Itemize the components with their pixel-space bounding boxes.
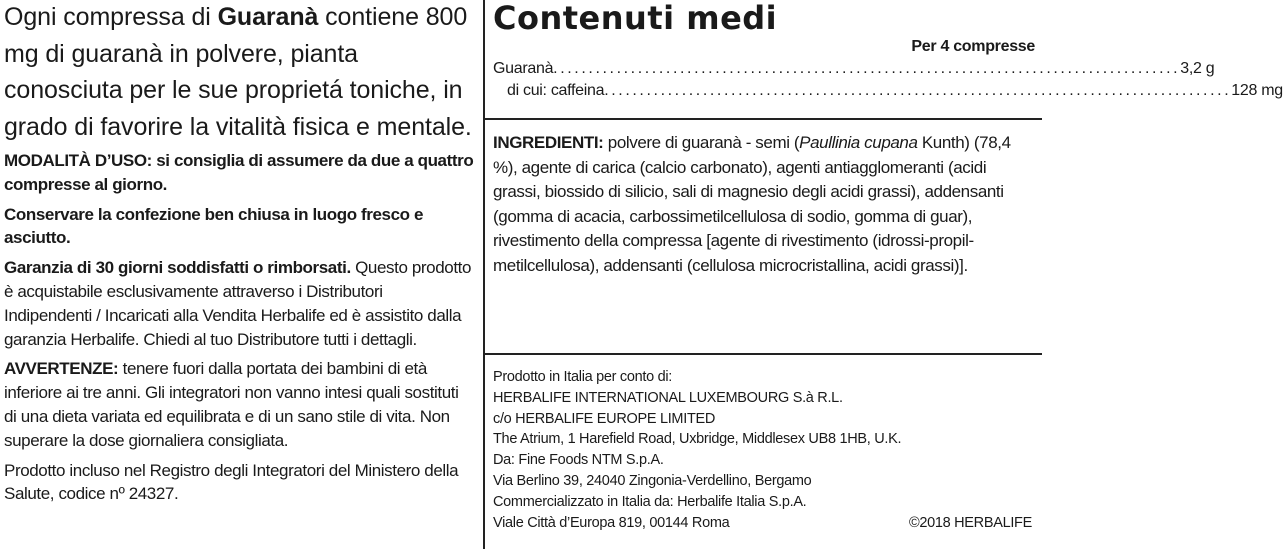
usage-text xyxy=(4,149,474,197)
ingredients-species: Paullinia cupana xyxy=(799,133,918,152)
ingredients-body-2: Kunth) (78,4 %), agente di carica (calcio carbonato), agenti antiagglomeranti (acidi grassi, biossido di silicio, sali di magnesio degli acidi grassi), addensanti (gomma di acacia, carbossimetilcellulosa di sodio, gomma di guar), rivestimento della compressa [agente di rivestimento (idrossi-propil-metilcellulosa), addensanti (cellulosa microcristallina, acidi grassi)]. xyxy=(493,133,1011,275)
storage-bold: Conservare la confezione ben chiusa in luogo fresco e asciutto. xyxy=(4,204,424,248)
section-divider-2 xyxy=(485,353,1042,355)
nutrition-row-guarana xyxy=(493,58,1215,80)
intro-text xyxy=(4,0,474,145)
guarantee-bold: Garanzia di 30 giorni soddisfatti o rimborsati. xyxy=(4,258,351,278)
address-last-row xyxy=(493,513,1038,534)
address-line: Prodotto in Italia per conto di: xyxy=(493,369,673,385)
address-line: HERBALIFE INTERNATIONAL LUXEMBOURG S.à R.L. xyxy=(493,389,843,406)
address-line: Commercializzato in Italia da: Herbalife Italia S.p.A. xyxy=(493,493,807,510)
warning-text xyxy=(4,357,474,452)
address-block xyxy=(493,367,1038,533)
warning-bold: AVVERTENZE: xyxy=(4,359,119,379)
nutrition-row-label: Guaranà xyxy=(493,60,554,77)
product-name: Guaranà xyxy=(217,3,319,31)
nutrition-row-value: 3,2 g xyxy=(1180,60,1215,77)
leader-dots: ......................................................................................... xyxy=(553,60,1181,77)
address-line: The Atrium, 1 Harefield Road, Uxbridge, Middlesex UB8 1HB, U.K. xyxy=(493,431,902,448)
ingredients-label: INGREDIENTI: xyxy=(493,133,604,152)
intro-part2: contiene 800 mg di guaranà in polvere, pianta conosciuta per le sue proprietá toniche, in grado di favorire la vitalità fisica e mentale. xyxy=(4,3,472,141)
nutrition-row-value: 128 mg xyxy=(1231,82,1283,99)
nutrition-row-caffeine xyxy=(493,80,1283,102)
vertical-divider xyxy=(483,0,485,549)
section-divider-1 xyxy=(485,118,1042,120)
right-column xyxy=(493,0,1283,549)
address-line: c/o HERBALIFE EUROPE LIMITED xyxy=(493,410,716,427)
address-line: Da: Fine Foods NTM S.p.A. xyxy=(493,452,664,469)
nutrition-title: Contenuti medi xyxy=(493,0,778,37)
guarantee-text xyxy=(4,256,474,351)
nutrition-row-label: di cui: caffeina xyxy=(507,82,605,99)
usage-bold: MODALITÀ D’USO: si consiglia di assumere da due a quattro compresse al giorno. xyxy=(4,151,474,194)
copyright: ©2018 HERBALIFE xyxy=(908,514,1032,531)
storage-text xyxy=(4,203,474,251)
nutrition-per-header: Per 4 compresse xyxy=(911,38,1035,55)
warning-body: tenere fuori dalla portata dei bambini di età inferiore ai tre anni. Gli integratori non vanno intesi quali sostituti di una dieta variata ed equilibrata e di un sano stile di vita. Non superare la dose giornaliera consigliata. xyxy=(4,359,459,450)
address-line: Viale Città d’Europa 819, 00144 Roma xyxy=(493,514,730,531)
intro-part1: Ogni compressa di xyxy=(4,3,218,31)
ingredients-text xyxy=(493,131,1033,279)
ingredients-body-1: polvere di guaranà - semi ( xyxy=(603,133,800,152)
left-column xyxy=(4,0,474,549)
guarantee-body: Questo prodotto è acquistabile esclusivamente attraverso i Distributori Indipendenti / Incaricati alla Vendita Herbalife ed è assistito dalla garanzia Herbalife. Chiedi al tuo Distributore tutti i dettagli. xyxy=(4,258,472,349)
registry-text: Prodotto incluso nel Registro degli Integratori del Ministero della Salute, codice nº 24327. xyxy=(4,460,459,504)
address-line: Via Berlino 39, 24040 Zingonia-Verdellino, Bergamo xyxy=(493,472,812,489)
leader-dots: ......................................................................................... xyxy=(604,82,1232,99)
